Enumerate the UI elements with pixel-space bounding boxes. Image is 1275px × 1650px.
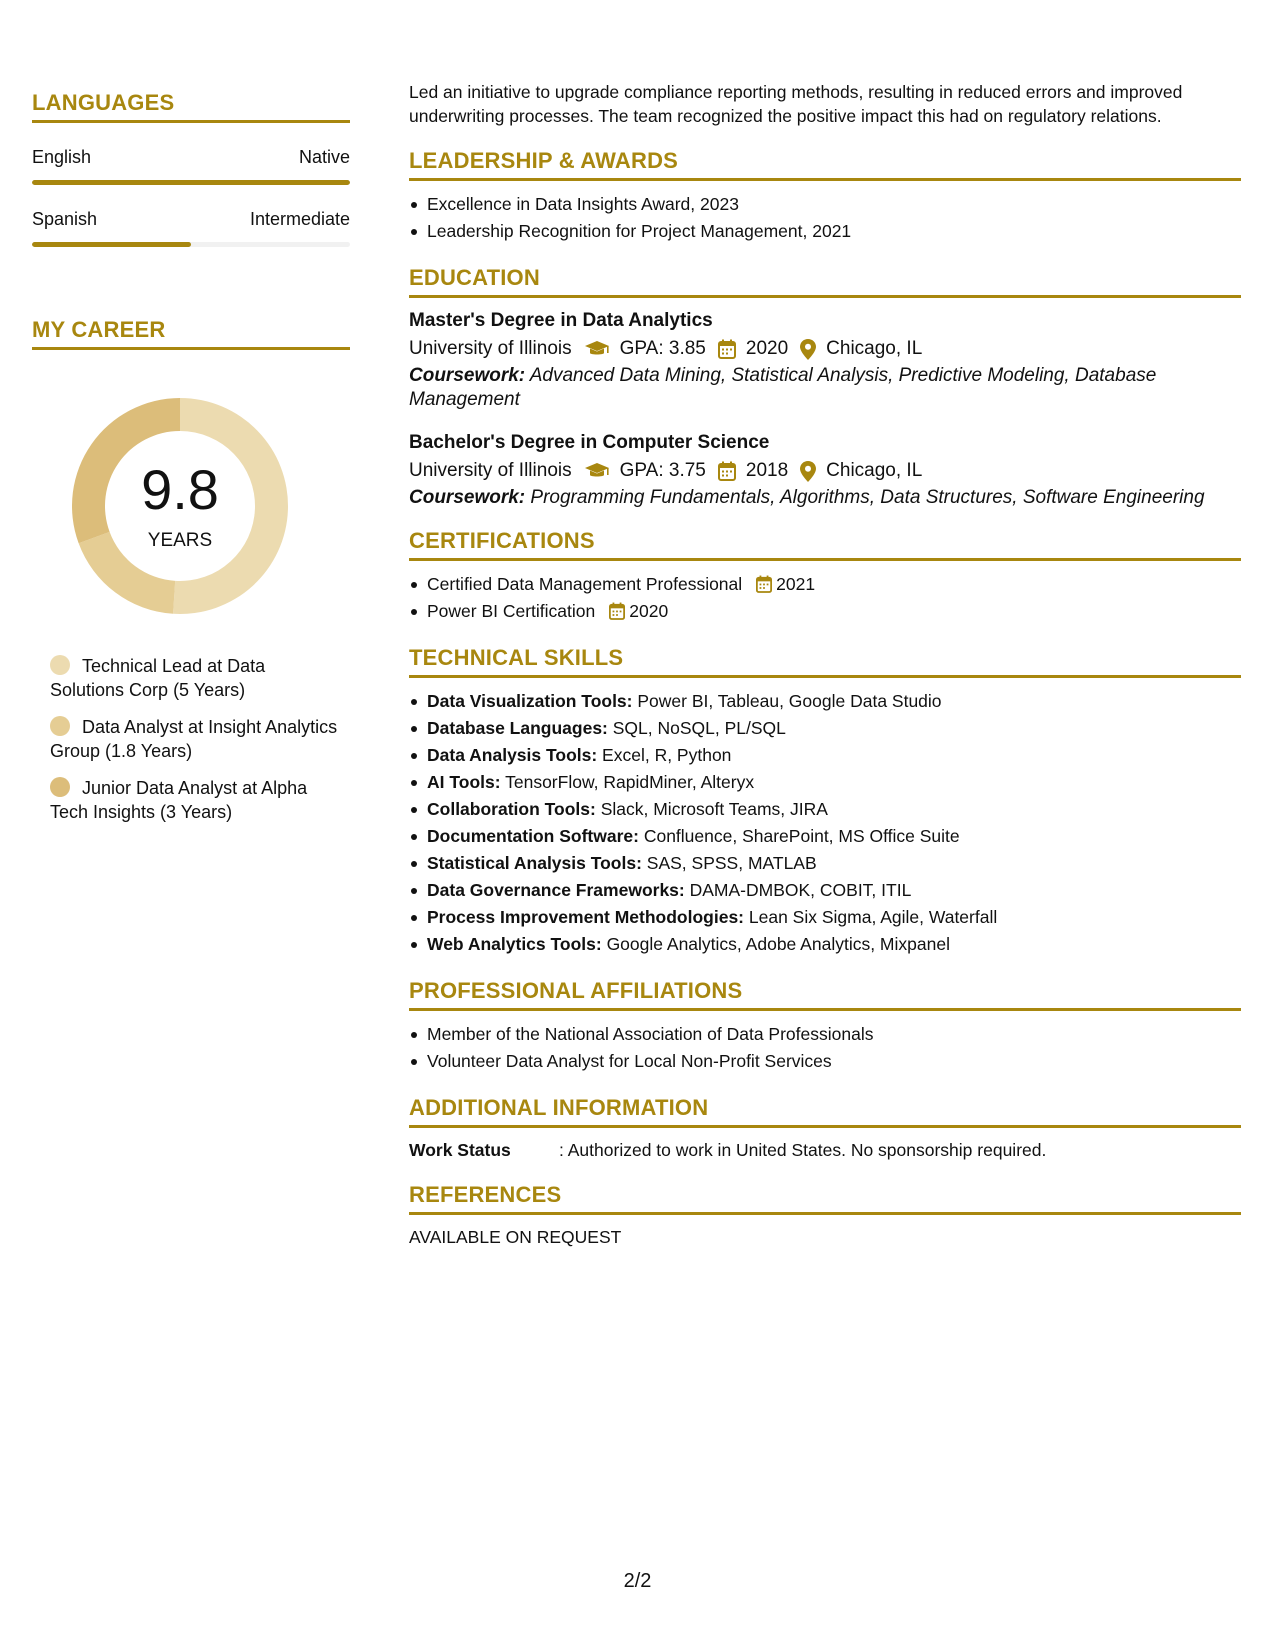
- calendar-icon: [609, 602, 625, 620]
- award-item: Leadership Recognition for Project Management, 2021: [409, 218, 1241, 245]
- certification-year: 2021: [776, 574, 816, 594]
- school-name: University of Illinois: [409, 460, 572, 481]
- certification-item: [409, 598, 1241, 625]
- coursework-list: Advanced Data Mining, Statistical Analysis, Predictive Modeling, Database Management: [409, 365, 1157, 410]
- experience-summary: Led an initiative to upgrade compliance reporting methods, resulting in reduced errors and improved underwriting processes. The team recognized the positive impact this had on regulatory relations.: [409, 82, 1183, 126]
- certifications-title: CERTIFICATIONS: [409, 528, 1241, 561]
- skill-list: Google Analytics, Adobe Analytics, Mixpanel: [601, 934, 950, 954]
- skill-list: Slack, Microsoft Teams, JIRA: [595, 799, 828, 819]
- additional-info-title: ADDITIONAL INFORMATION: [409, 1095, 1241, 1128]
- career-years-unit: YEARS: [147, 530, 213, 551]
- certifications-section: [409, 528, 1241, 625]
- certification-year: 2020: [629, 601, 669, 621]
- legend-dot: [50, 716, 70, 736]
- legend-dot: [50, 655, 70, 675]
- references-text: AVAILABLE ON REQUEST: [409, 1227, 622, 1247]
- skills-title: TECHNICAL SKILLS: [409, 645, 1241, 678]
- location-pin-icon: [800, 461, 816, 482]
- skill-category: AI Tools:: [427, 772, 501, 792]
- skill-item: [409, 769, 1241, 796]
- language-name: English: [32, 147, 92, 167]
- degree-title: Bachelor's Degree in Computer Science: [409, 432, 770, 453]
- skill-category: Data Analysis Tools:: [427, 745, 598, 765]
- career-donut-chart: [66, 392, 294, 620]
- skill-category: Data Governance Frameworks:: [427, 880, 685, 900]
- legend-dot: [50, 777, 70, 797]
- skill-category: Database Languages:: [427, 718, 608, 738]
- graduation-cap-icon: [584, 340, 610, 358]
- gpa: GPA: 3.85: [619, 338, 706, 359]
- leadership-section: [409, 148, 1241, 245]
- references-title: REFERENCES: [409, 1182, 1241, 1215]
- sidebar: [32, 90, 350, 837]
- education-title: EDUCATION: [409, 265, 1241, 298]
- main-content: [409, 80, 1241, 1249]
- languages-title: LANGUAGES: [32, 90, 350, 123]
- career-role-label: Junior Data Analyst at Alpha Tech Insights (3 Years): [50, 778, 308, 822]
- skill-list: Power BI, Tableau, Google Data Studio: [632, 691, 942, 711]
- skills-section: [409, 645, 1241, 958]
- career-title: MY CAREER: [32, 317, 350, 350]
- calendar-icon: [756, 575, 772, 593]
- career-legend-item: [50, 715, 340, 763]
- career-legend-item: [50, 776, 340, 824]
- language-item: [32, 147, 350, 185]
- language-level: Intermediate: [249, 209, 350, 229]
- skill-category: Web Analytics Tools:: [427, 934, 602, 954]
- language-level: Native: [298, 147, 350, 167]
- calendar-icon: [718, 339, 736, 359]
- references-section: [409, 1182, 1241, 1249]
- certification-name: Power BI Certification: [427, 601, 596, 621]
- school-name: University of Illinois: [409, 338, 572, 359]
- calendar-icon: [718, 461, 736, 481]
- graduation-year: 2020: [745, 338, 789, 359]
- language-item: [32, 209, 350, 247]
- coursework-label: Coursework:: [409, 365, 526, 386]
- graduation-cap-icon: [584, 462, 610, 480]
- language-proficiency-fill: [32, 180, 350, 185]
- education-item: [409, 430, 1241, 510]
- skill-item: [409, 715, 1241, 742]
- skill-category: Process Improvement Methodologies:: [427, 907, 745, 927]
- skill-category: Data Visualization Tools:: [427, 691, 633, 711]
- affiliation-item: Member of the National Association of Data Professionals: [409, 1021, 1241, 1048]
- affiliation-item: Volunteer Data Analyst for Local Non-Profit Services: [409, 1048, 1241, 1075]
- skill-list: Confluence, SharePoint, MS Office Suite: [638, 826, 960, 846]
- career-role-label: Data Analyst at Insight Analytics Group (1.8 Years): [50, 717, 338, 761]
- language-proficiency-fill: [32, 242, 191, 247]
- skill-item: [409, 823, 1241, 850]
- career-role-label: Technical Lead at Data Solutions Corp (5 Years): [50, 656, 266, 700]
- certification-name: Certified Data Management Professional: [427, 574, 743, 594]
- gpa: GPA: 3.75: [619, 460, 706, 481]
- skill-item: [409, 904, 1241, 931]
- skill-item: [409, 688, 1241, 715]
- skill-list: Lean Six Sigma, Agile, Waterfall: [744, 907, 998, 927]
- language-proficiency-bar: [32, 180, 350, 185]
- work-status-label: Work Status: [409, 1140, 511, 1160]
- language-name: Spanish: [32, 209, 98, 229]
- certification-item: [409, 571, 1241, 598]
- affiliations-title: PROFESSIONAL AFFILIATIONS: [409, 978, 1241, 1011]
- skill-category: Statistical Analysis Tools:: [427, 853, 642, 873]
- skill-category: Collaboration Tools:: [427, 799, 596, 819]
- skill-list: DAMA-DMBOK, COBIT, ITIL: [684, 880, 912, 900]
- leadership-title: LEADERSHIP & AWARDS: [409, 148, 1241, 181]
- language-proficiency-bar: [32, 242, 350, 247]
- location-pin-icon: [800, 339, 816, 360]
- coursework: [409, 486, 1241, 510]
- coursework-label: Coursework:: [409, 487, 526, 508]
- skill-list: SQL, NoSQL, PL/SQL: [607, 718, 786, 738]
- career-legend: [50, 654, 340, 824]
- school-location: Chicago, IL: [826, 338, 923, 359]
- skill-item: [409, 742, 1241, 769]
- skill-item: [409, 877, 1241, 904]
- school-location: Chicago, IL: [826, 460, 923, 481]
- coursework-list: Programming Fundamentals, Algorithms, Data Structures, Software Engineering: [525, 487, 1205, 508]
- education-item: [409, 308, 1241, 412]
- coursework: [409, 364, 1241, 412]
- skill-list: TensorFlow, RapidMiner, Alteryx: [500, 772, 755, 792]
- award-item: Excellence in Data Insights Award, 2023: [409, 191, 1241, 218]
- degree-title: Master's Degree in Data Analytics: [409, 310, 713, 331]
- graduation-year: 2018: [745, 460, 789, 481]
- skill-item: [409, 796, 1241, 823]
- career-legend-item: [50, 654, 340, 702]
- skill-list: Excel, R, Python: [597, 745, 732, 765]
- skill-item: [409, 931, 1241, 958]
- career-total-years: 9.8: [141, 458, 219, 521]
- additional-info-section: [409, 1095, 1241, 1162]
- skill-category: Documentation Software:: [427, 826, 639, 846]
- skill-list: SAS, SPSS, MATLAB: [641, 853, 817, 873]
- page-number: 2/2: [623, 1570, 652, 1592]
- education-section: [409, 265, 1241, 510]
- skill-item: [409, 850, 1241, 877]
- affiliations-section: [409, 978, 1241, 1075]
- work-status-value: : Authorized to work in United States. No sponsorship required.: [559, 1140, 1047, 1160]
